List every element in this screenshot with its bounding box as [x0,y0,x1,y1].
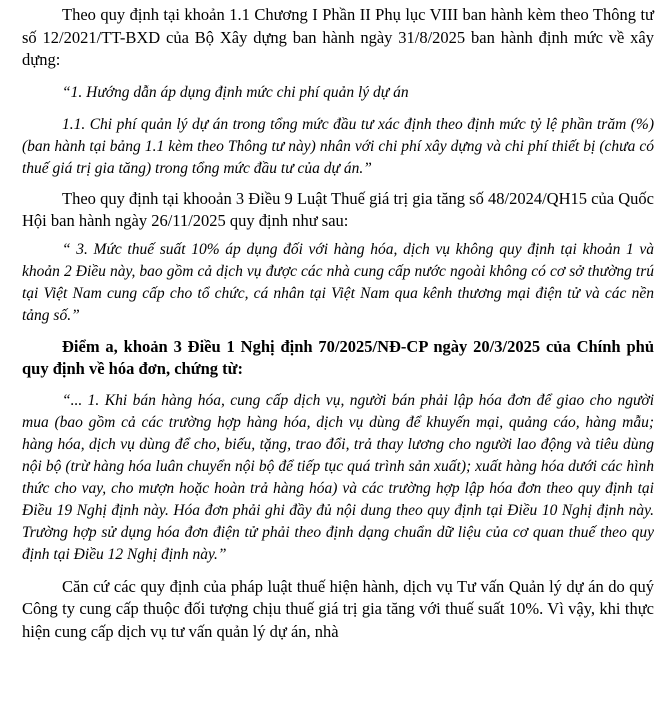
paragraph-circular-reference: Theo quy định tại khoản 1.1 Chương I Phần II Phụ lục VIII ban hành kèm theo Thông tư số 12/2021/TT-BXD của Bộ Xây dựng ban hành ngày 31/8/2025 ban hành định mức về xây dựng: [22,5,654,69]
paragraph-decree-reference: Điểm a, khoản 3 Điều 1 Nghị định 70/2025/NĐ-CP ngày 20/3/2025 của Chính phủ quy định về hóa đơn, chứng từ: [22,336,654,378]
quote-vat-rate-10: “ 3. Mức thuế suất 10% áp dụng đối với hàng hóa, dịch vụ không quy định tại khoản 1 và khoản 2 Điều này, bao gồm cả dịch vụ được các nhà cung cấp nước ngoài không có cơ sở thường trú tại Việt Nam cung cấp cho tổ chức, cá nhân tại Việt Nam qua kênh thương mại điện tử và các nền tảng số.” [22,240,654,324]
paragraph-vat-law-reference: Theo quy định tại khooản 3 Điều 9 Luật Thuế giá trị gia tăng số 48/2024/QH15 của Quốc Hội ban hành ngày 26/11/2025 quy định như sau: [22,188,654,230]
paragraph-conclusion: Căn cứ các quy định của pháp luật thuế hiện hành, dịch vụ Tư vấn Quản lý dự án do quý Công ty cung cấp thuộc đối tượng chịu thuế giá trị gia tăng với thuế suất 10%. Vì vậy, khi thực hiện cung cấp dịch vụ tư vấn quản lý dự án, nhà [22,576,654,641]
quote-heading-guidance: “1. Hướng dẫn áp dụng định mức chi phí quản lý dự án [62,83,409,101]
quote-management-cost-rule: 1.1. Chi phí quản lý dự án trong tổng mức đầu tư xác định theo định mức tỷ lệ phần trăm (%) (ban hành tại bảng 1.1 kèm theo Thông tư này) nhân với chi phí xây dựng và chi phí thiết bị (chưa có thuế giá trị gia tăng) trong tổng mức đầu tư của dự án.” [22,115,654,177]
quote-invoice-rules: “... 1. Khi bán hàng hóa, cung cấp dịch vụ, người bán phải lập hóa đơn để giao cho người mua (bao gồm cả các trường hợp hàng hóa, dịch vụ dùng để khuyến mại, quảng cáo, hàng mẫu; hàng hóa, dịch vụ dùng để cho, biếu, tặng, trao đổi, trả thay lương cho người lao động và tiêu dùng nội bộ (trừ hàng hóa luân chuyển nội bộ để tiếp tục quá trình sản xuất); xuất hàng hóa dưới các hình thức cho vay, cho mượn hoặc hoàn trả hàng hóa) và các trường hợp lập hóa đơn theo quy định tại Điều 19 Nghị định này. Hóa đơn phải ghi đầy đủ nội dung theo quy định tại Điều 10 Nghị định này. Trường hợp sử dụng hóa đơn điện tử phải theo định dạng chuẩn dữ liệu của cơ quan thuế theo quy định tại Điều 12 Nghị định này.” [22,391,654,563]
